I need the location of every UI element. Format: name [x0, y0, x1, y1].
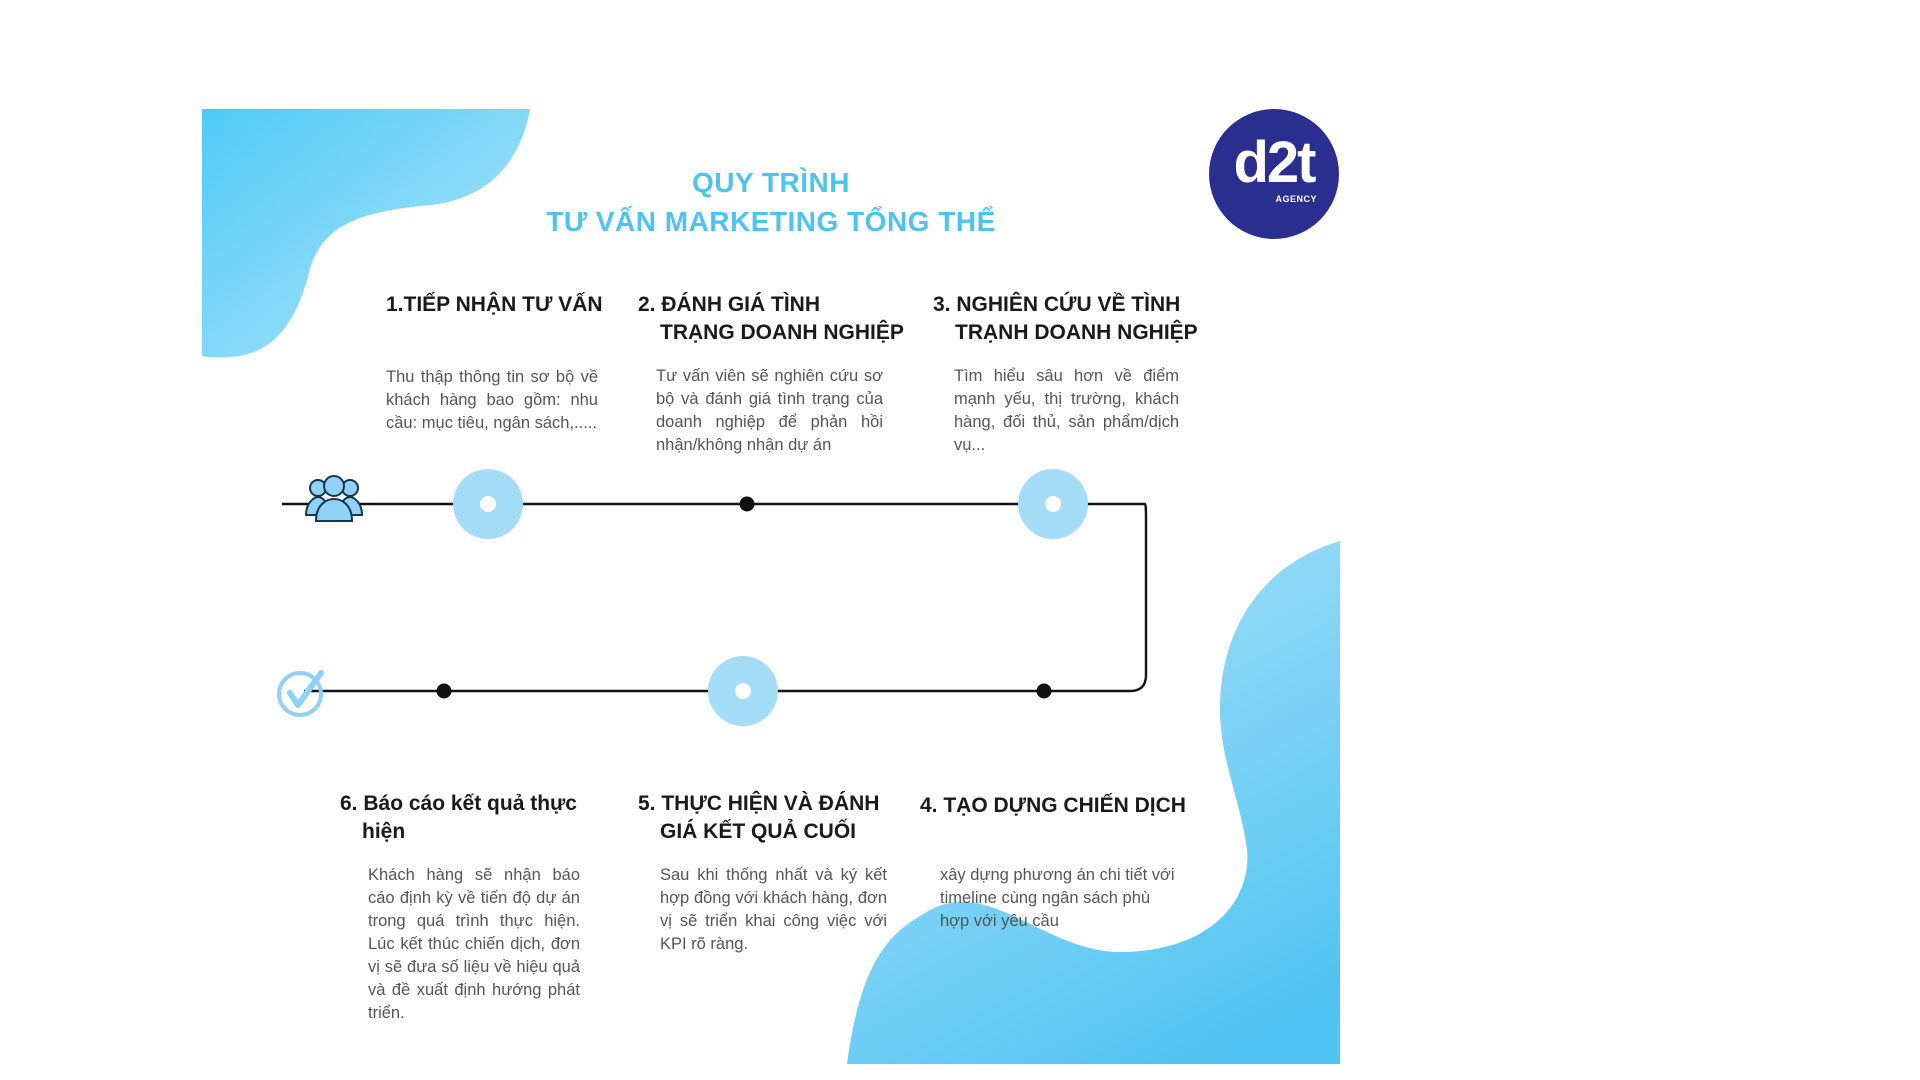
step-3-title-line-1: 3. NGHIÊN CỨU VỀ TÌNH — [933, 293, 1181, 316]
step-5-title-line-1: 5. THỰC HIỆN VÀ ĐÁNH — [638, 792, 880, 815]
step-3-description: Tìm hiểu sâu hơn về điểm mạnh yếu, thị trường, khách hàng, đối thủ, sản phẩm/dịch vụ... — [954, 367, 1179, 454]
users-icon — [306, 476, 362, 521]
step-2-title-line-1: 2. ĐÁNH GIÁ TÌNH — [638, 293, 821, 316]
step-4-title-line-1: 4. TẠO DỰNG CHIẾN DỊCH — [920, 794, 1186, 817]
step-3-title-line-2: TRẠNH DOANH NGHIỆP — [955, 321, 1198, 344]
d2t-agency-logo — [1209, 109, 1339, 239]
step-5-title — [638, 790, 879, 846]
step-6-title — [340, 790, 577, 846]
step-5-marker-core — [735, 683, 751, 699]
step-6-description: Khách hàng sẽ nhận báo cáo định kỳ về tiến độ dự án trong quá trình thực hiện. Lúc kết thúc chiến dịch, đơn vị sẽ đưa số liệu về hiệu quả và đề xuất định hướng phát triển. — [368, 866, 580, 1022]
process-infographic — [202, 109, 1340, 1064]
step-4-description: xây dựng phương án chi tiết với timeline cùng ngân sách phù hợp với yêu cầu — [940, 866, 1175, 930]
step-4-title — [920, 792, 1186, 820]
step-6-title-line-2: hiện — [362, 820, 406, 843]
step-5-title-line-2: GIÁ KẾT QUẢ CUỐI — [660, 820, 857, 843]
page-title-line-2: TƯ VẤN MARKETING TỔNG THỂ — [546, 206, 996, 237]
check-badge-icon — [279, 673, 321, 715]
step-2-description: Tư vấn viên sẽ nghiên cứu sơ bộ và đánh giá tình trạng của doanh nghiệp để phản hồi nhận/không nhận dự án — [656, 367, 883, 454]
step-1-marker-core — [480, 496, 496, 512]
step-3-title — [933, 291, 1198, 347]
step-3-marker-core — [1045, 496, 1061, 512]
page-title-line-1: QUY TRÌNH — [692, 167, 850, 198]
timeline-path — [282, 504, 1146, 691]
logo-mark: d2t — [1233, 130, 1315, 195]
step-5-description: Sau khi thống nhất và ký kết hợp đồng với khách hàng, đơn vị sẽ triển khai công việc với KPI rõ ràng. — [660, 866, 887, 953]
step-2-title-line-2: TRẠNG DOANH NGHIỆP — [660, 321, 904, 344]
step-2-title — [638, 291, 904, 347]
step-6-title-line-1: 6. Báo cáo kết quả thực — [340, 792, 577, 815]
step-4-marker — [1037, 684, 1052, 699]
logo-subtitle: AGENCY — [1275, 194, 1317, 204]
step-1-description: Thu thập thông tin sơ bộ về khách hàng bao gồm: nhu cầu: mục tiêu, ngân sách,..... — [386, 368, 598, 432]
step-1-title-line-1: 1.TIẾP NHẬN TƯ VẤN — [386, 293, 603, 316]
step-6-marker — [437, 684, 452, 699]
step-1-title — [386, 291, 603, 319]
step-2-marker — [740, 497, 755, 512]
